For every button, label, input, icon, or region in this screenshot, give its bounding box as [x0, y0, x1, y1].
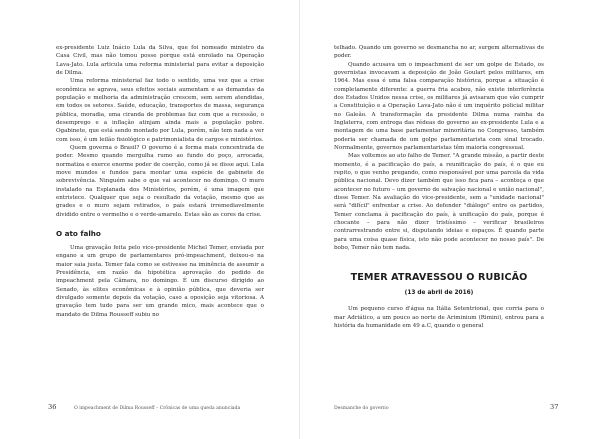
right-page: [300, 0, 600, 439]
left-paragraph-1: ex-presidente Luiz Inácio Lula da Silva, que foi nomeado ministro da Casa Civil, mas não tomou posse porque está enrolado na Operação Lava-Jato. Lula articula uma reforma ministerial para evitar a deposição de Dilma.: [56, 45, 264, 76]
right-paragraph-2: Quando acusava um o impeachment de ser um golpe de Estado, os governistas invocavam a deposição de João Goulart pelos militares, em 1964. Mas essa é uma falsa comparação histórica, porque a situação é completamente diferente: a guerra fria acabou, não existe interferência dos Estados Unidos nessa crise, os militares já avisaram que vão cumprir a Constituição e a Operação Lava-Jato não é um inquérito policial militar no Galeão. A transformação da presidente Dilma numa rainha da Inglaterra, com entrega das rédeas do governo ao ex-presidente Lula e a montagem de uma base parlamentar minoritária no Congresso, também poderia ser chamada de um golpe parlamentarista com sinal trocado. Normalmente, governos parlamentaristas têm maioria congressual.: [334, 61, 544, 151]
right-paragraph-4: Um pequeno curso d'água na Itália Setentrional, que corria para o mar Adriático, a um pouco ao norte de Ariminium (Rimini), entrou para a história da humanidade em 49 a.C, quando o general: [334, 306, 544, 329]
left-paragraph-3: Quem governa o Brasil? O governo é a forma mais concentrada de poder. Mesmo quando mergulha rumo ao fundo do poço, arrocada, normatiza e exerce enorme poder de coerção, como já se disse aqui. Lula move mundos e fundos para montar uma espécie de gabinete de sobrevivência. Ninguém sabe o que vai acontecer no domingo. O muro instalado na Esplanada dos Ministérios, porém, é uma imagem que entristece. Qualquer que seja o resultado da votação, mesmo que as grades e o muro sejam retirados, o país estará irremediavelmente dividido entre o vermelho e o verde-amarelo. Estas são as cores da crise.: [56, 144, 264, 218]
chapter-title: TEMER ATRAVESSOU O RUBICÃO: [350, 272, 528, 284]
left-running-footer: O impeachment de Dilma Rousseff – Crônicas de uma queda anunciada: [74, 406, 241, 411]
left-paragraph-4: Uma gravação feita pelo vice-presidente Michel Temer, enviada por engano a um grupo de parlamentares pró-impeachment, deixou-o na maior saia justa. Temer fala como se estivesse na iminência de assumir a Presidência, em razão da hipotética aprovação do pedido de impeachment pela Câmara, no domingo. É um discurso dirigido ao Senado, às elites econômicas e à opinião pública, que deveria ser divulgado somente depois da votação, caso a oposição seja vitoriosa. A gravação tem tudo para ser um grande mico, mais acontece que o mandato de Dilma Rousseff subiu no: [56, 244, 264, 318]
right-paragraph-1: telhado. Quando um governo se desmancha no ar, surgem alternativas de poder.: [334, 45, 544, 60]
chapter-date: (13 de abril de 2016): [404, 290, 474, 297]
right-paragraph-3: Mas voltemos ao ato falho de Temer. "A grande missão, a partir deste momento, é a pacificação do país, a reunificação do país, é o que eu repito, o que venho pregando, como responsável por uma parcela da vida pública nacional. Devo dizer também que isso fica para – aconteça o que acontecer no futuro – um governo de salvação nacional e união nacional", disse Temer. Na avaliação do vice-presidente, sem a "unidade nacional" será "difícil" enfrentar a crise. Ao defender "diálogo" entre os partidos, Temer conclama à pacificação do país, à unificação do país, porque é chocante – para não dizer tristíssimo – verificar brasileiros contrarrestrando entre si, disputando ideias e espaços. É quando parte para uma coisa quase física, isto não pode acontecer no nosso país". De bobo, Temer não tem nada.: [334, 153, 544, 251]
left-text-column: [56, 44, 264, 319]
left-paragraph-2: Uma reforma ministerial faz todo o sentido, uma vez que a crise econômica se agrava, seus efeitos sociais aumentam e as demandas da população e melhoria da administração crescem, sem serem atendidas, em todos os setores. Saúde, educação, transportes de massa, segurança pública, moradia, uma ciranda de problemas faz com que a recessão, o desemprego e a inflação atinjam ainda mais a população pobre. Ogabinete, que está sendo montado por Lula, porém, não tem nada a ver com isso, é um leilão fisiológico e patrimonialista de cargos e ministérios.: [56, 78, 264, 143]
right-running-footer: Desmanche do governo: [334, 406, 389, 411]
right-text-column: [334, 44, 544, 330]
left-page-number: 36: [48, 403, 57, 411]
right-page-number: 37: [550, 403, 559, 411]
section-subhead: O ato falho: [56, 228, 101, 238]
